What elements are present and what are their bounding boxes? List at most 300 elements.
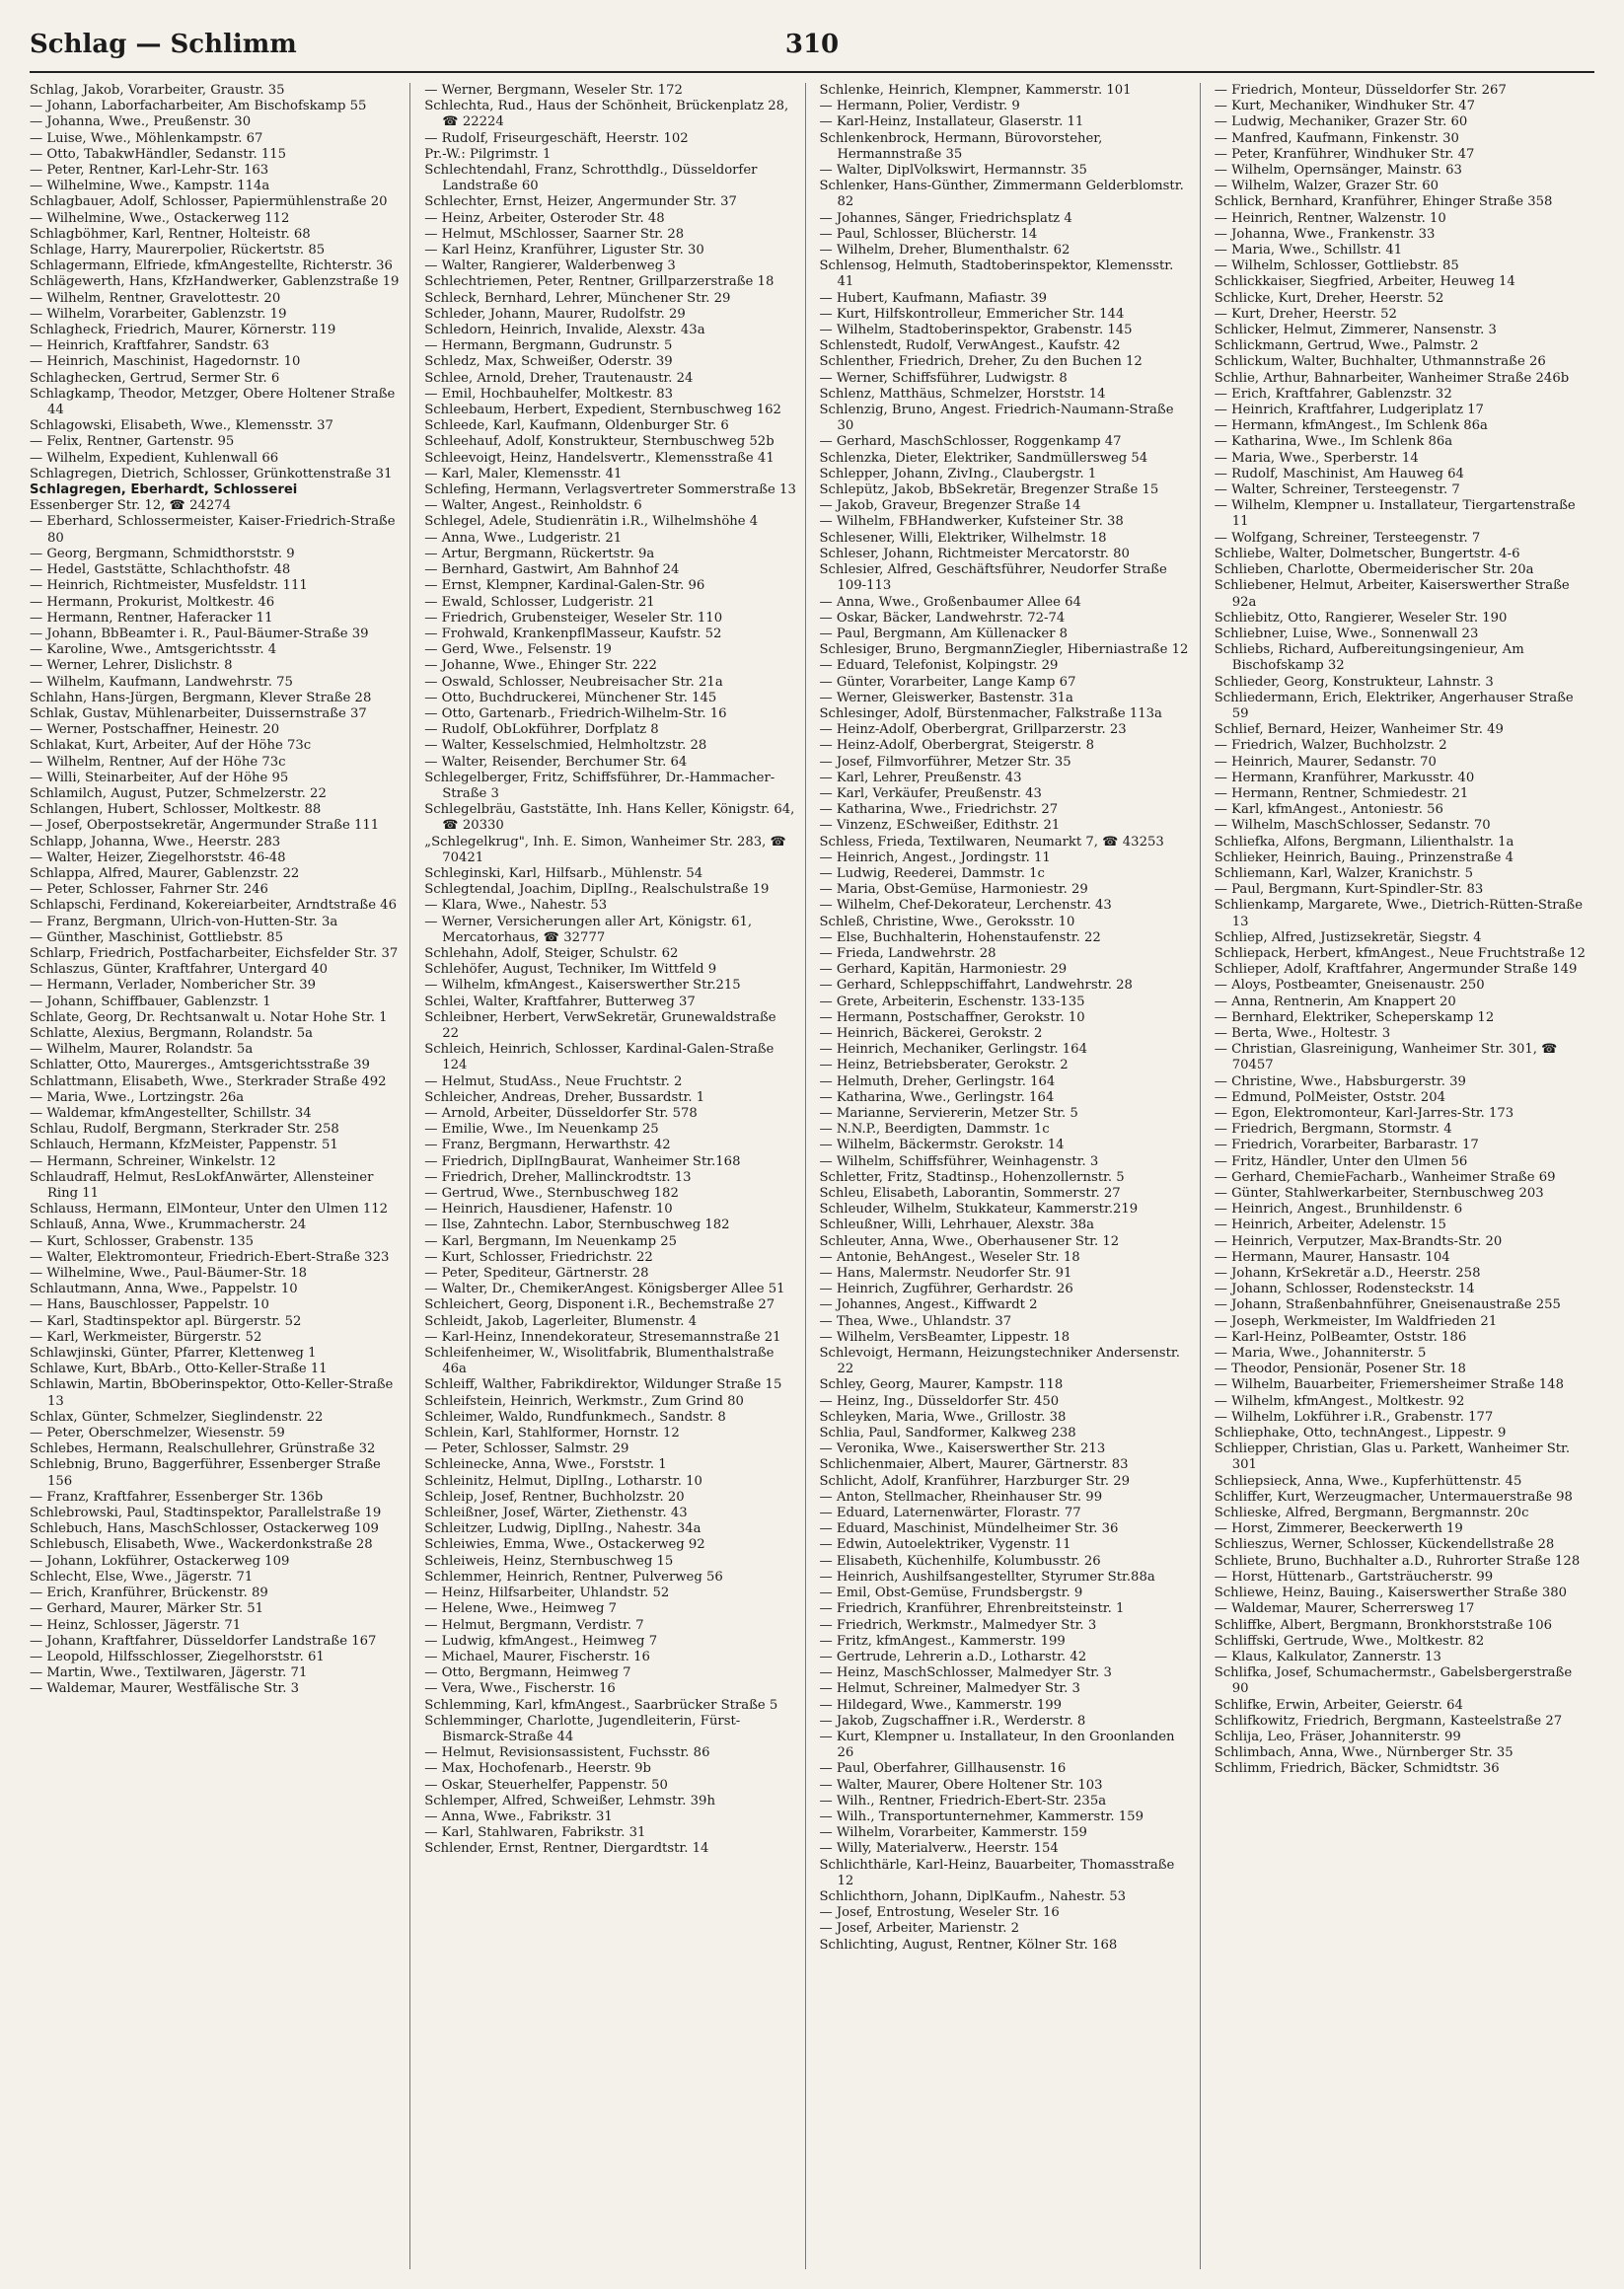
directory-entry: — Otto, Buchdruckerei, Münchener Str. 145 [424, 690, 717, 705]
directory-entry: — Franz, Bergmann, Ulrich-von-Hutten-Str. 3a [30, 914, 338, 929]
directory-entry: — Anna, Wwe., Großenbaumer Allee 64 [819, 594, 1081, 610]
directory-entry: Schlesinger, Adolf, Bürstenmacher, Falkstraße 113a [819, 705, 1162, 721]
directory-entry: — Gerd, Wwe., Felsenstr. 19 [424, 642, 612, 658]
directory-entry: Schlenke, Heinrich, Klempner, Kammerstr. 101 [819, 83, 1132, 98]
directory-entry: Schlieszus, Werner, Schlosser, Kückendellstraße 28 [1214, 1537, 1555, 1553]
directory-entry: Schless, Frieda, Textilwaren, Neumarkt 7, ☎ 43253 [819, 834, 1164, 849]
directory-entry: Schleu, Elisabeth, Laborantin, Sommerstr. 27 [819, 1186, 1121, 1202]
directory-entry: Schlenzka, Dieter, Elektriker, Sandmüllersweg 54 [819, 450, 1148, 466]
page-header [30, 28, 1594, 73]
directory-entry: — Paul, Oberfahrer, Gillhausenstr. 16 [819, 1761, 1067, 1777]
directory-entry: — Peter, Schlosser, Salmstr. 29 [424, 1441, 629, 1457]
directory-entry: — Maria, Obst-Gemüse, Harmoniestr. 29 [819, 882, 1088, 898]
directory-entry: Schlesier, Alfred, Geschäftsführer, Neudorfer Straße 109-113 [819, 562, 1167, 594]
directory-entry: Schlee, Arnold, Dreher, Trautenaustr. 24 [424, 370, 694, 386]
directory-entry: — Wilhelm, Vorarbeiter, Kammerstr. 159 [819, 1825, 1087, 1841]
directory-entry: — Hermann, Polier, Verdistr. 9 [819, 99, 1020, 114]
directory-entry: — Wilhelmine, Wwe., Ostackerweg 112 [30, 210, 290, 226]
directory-entry: — Joseph, Werkmeister, Im Waldfrieden 21 [1214, 1313, 1498, 1329]
directory-entry: Schleitzer, Ludwig, DiplIng., Nahestr. 34a [424, 1521, 701, 1537]
directory-entry: Schlaudraff, Helmut, ResLokfAnwärter, Allensteiner Ring 11 [30, 1169, 374, 1202]
directory-entry: — Heinz, Hilfsarbeiter, Uhlandstr. 52 [424, 1586, 670, 1601]
directory-entry: — Katharina, Wwe., Gerlingstr. 164 [819, 1089, 1055, 1105]
directory-entry: — Otto, Gartenarb., Friedrich-Wilhelm-Str. 16 [424, 705, 727, 721]
directory-entry: — Peter, Kranführer, Windhuker Str. 47 [1214, 146, 1475, 162]
directory-entry: — Helmut, Bergmann, Verdistr. 7 [424, 1617, 644, 1633]
directory-entry: — Wilhelm, Walzer, Grazer Str. 60 [1214, 179, 1439, 194]
directory-entry: Schlegel, Adele, Studienrätin i.R., Wilhelmshöhe 4 [424, 514, 759, 530]
directory-entry: Schlenkenbrock, Hermann, Bürovorsteher, Hermannstraße 35 [819, 130, 1103, 162]
directory-entry: — Rudolf, Maschinist, Am Hauweg 64 [1214, 466, 1464, 481]
directory-entry: — Walter, Elektromonteur, Friedrich-Ebert-Straße 323 [30, 1249, 390, 1265]
directory-entry: — Egon, Elektromonteur, Karl-Jarres-Str. 173 [1214, 1106, 1514, 1121]
directory-entry: Schlija, Leo, Fräser, Johanniterstr. 99 [1214, 1729, 1461, 1744]
directory-entry: — Gerhard, Schleppschiffahrt, Landwehrstr. 28 [819, 978, 1133, 994]
directory-entry: — Karl, Bergmann, Im Neuenkamp 25 [424, 1233, 678, 1249]
directory-entry: — Ewald, Schlosser, Ludgeristr. 21 [424, 594, 655, 610]
directory-entry: Schlickmann, Gertrud, Wwe., Palmstr. 2 [1214, 338, 1479, 354]
directory-entry: — Kurt, Hilfskontrolleur, Emmericher Str. 144 [819, 306, 1125, 322]
directory-entry: — Eberhard, Schlossermeister, Kaiser-Friedrich-Straße 80 [30, 514, 396, 546]
directory-entry: Schliewe, Heinz, Bauing., Kaiserswerther Straße 380 [1214, 1586, 1568, 1601]
directory-entry: Schliepack, Herbert, kfmAngest., Neue Fruchtstraße 12 [1214, 945, 1586, 961]
directory-entry: — Max, Hochofenarb., Heerstr. 9b [424, 1761, 651, 1777]
directory-entry: Schleißner, Josef, Wärter, Ziethenstr. 43 [424, 1506, 688, 1521]
directory-entry: — Antonie, BehAngest., Weseler Str. 18 [819, 1249, 1080, 1265]
directory-entry: — Friedrich, Kranführer, Ehrenbreitsteinstr. 1 [819, 1601, 1125, 1617]
directory-entry: — Hedel, Gaststätte, Schlachthofstr. 48 [30, 562, 291, 578]
directory-entry: Schlesiger, Bruno, BergmannZiegler, Hiberniastraße 12 [819, 642, 1189, 658]
directory-entry: — Karl, kfmAngest., Antoniestr. 56 [1214, 802, 1443, 818]
directory-entry: — Hermann, Schreiner, Winkelstr. 12 [30, 1153, 276, 1169]
directory-entry: — Hans, Bauschlosser, Pappelstr. 10 [30, 1297, 269, 1313]
directory-entry: Schledorn, Heinrich, Invalide, Alexstr. 43a [424, 323, 705, 338]
directory-entry: — Wilhelm, Chef-Dekorateur, Lerchenstr. 43 [819, 898, 1112, 914]
directory-entry: — Werner, Gleiswerker, Bastenstr. 31a [819, 690, 1073, 705]
directory-entry: — Paul, Schlosser, Blücherstr. 14 [819, 226, 1038, 242]
directory-entry: — Erich, Kranführer, Brückenstr. 89 [30, 1586, 268, 1601]
directory-entry: — Peter, Schlosser, Fahrner Str. 246 [30, 882, 268, 898]
directory-entry: — Wilhelm, Maurer, Rolandstr. 5a [30, 1042, 254, 1058]
directory-entry: Schlagregen, Eberhardt, Schlosserei [30, 482, 298, 498]
directory-entry: — Emil, Obst-Gemüse, Frundsbergstr. 9 [819, 1586, 1083, 1601]
directory-entry: Schlagermann, Elfriede, kfmAngestellte, Richterstr. 36 [30, 258, 393, 274]
directory-entry: Schlagböhmer, Karl, Rentner, Holteistr. 68 [30, 226, 311, 242]
directory-entry: Schliebener, Helmut, Arbeiter, Kaiserswerther Straße 92a [1214, 578, 1570, 610]
directory-entry: — Michael, Maurer, Fischerstr. 16 [424, 1649, 650, 1664]
directory-entry: Schlieper, Adolf, Kraftfahrer, Angermunder Straße 149 [1214, 962, 1578, 978]
directory-entry: — Walter, Kesselschmied, Helmholtzstr. 28 [424, 738, 707, 754]
directory-entry: Schliete, Bruno, Buchhalter a.D., Ruhrorter Straße 128 [1214, 1553, 1581, 1569]
directory-entry: — Oskar, Steuerhelfer, Pappenstr. 50 [424, 1777, 668, 1793]
directory-entry: — Walter, Maurer, Obere Holtener Str. 103 [819, 1777, 1103, 1793]
directory-entry: — Johann, Schiffbauer, Gablenzstr. 1 [30, 994, 271, 1009]
directory-entry: Schlate, Georg, Dr. Rechtsanwalt u. Notar Hohe Str. 1 [30, 1009, 388, 1025]
directory-entry: Schlagregen, Dietrich, Schlosser, Grünkottenstraße 31 [30, 466, 393, 481]
directory-entry: — Else, Buchhalterin, Hohenstaufenstr. 22 [819, 929, 1101, 945]
directory-entry: — Elisabeth, Küchenhilfe, Kolumbusstr. 26 [819, 1553, 1101, 1569]
directory-entry: — Eduard, Laternenwärter, Florastr. 77 [819, 1506, 1081, 1521]
directory-entry: Schlatte, Alexius, Bergmann, Rolandstr. 5a [30, 1025, 314, 1041]
directory-entry: Schleehauf, Adolf, Konstrukteur, Sternbuschweg 52b [424, 434, 775, 450]
directory-entry: — Günther, Maschinist, Gottliebstr. 85 [30, 929, 283, 945]
directory-entry: — Hermann, Rentner, Haferacker 11 [30, 610, 273, 626]
directory-entry: — Edwin, Autoelektriker, Vygenstr. 11 [819, 1537, 1071, 1553]
directory-entry: — Heinz-Adolf, Oberbergrat, Grillparzerstr. 23 [819, 722, 1127, 738]
directory-entry: — Eduard, Maschinist, Mündelheimer Str. 36 [819, 1521, 1119, 1537]
directory-entry: — Heinrich, Zugführer, Gerhardstr. 26 [819, 1282, 1073, 1297]
directory-entry: Schlenker, Hans-Günther, Zimmermann Gelderblomstr. 82 [819, 179, 1184, 210]
directory-entry: — Johann, Straßenbahnführer, Gneisenaustraße 255 [1214, 1297, 1561, 1313]
directory-entry: — Heinrich, Verputzer, Max-Brandts-Str. 20 [1214, 1233, 1503, 1249]
directory-entry: Schlatter, Otto, Maurerges., Amtsgerichtsstraße 39 [30, 1058, 370, 1073]
directory-entry: — Helmut, MSchlosser, Saarner Str. 28 [424, 226, 685, 242]
directory-entry: Schliefka, Alfons, Bergmann, Lilienthalstr. 1a [1214, 834, 1514, 849]
directory-entry: — Jakob, Zugschaffner i.R., Werderstr. 8 [819, 1713, 1086, 1729]
directory-entry: — Werner, Versicherungen aller Art, Königstr. 61, Mercatorhaus, ☎ 32777 [424, 914, 753, 945]
directory-entry: — Heinrich, Hausdiener, Hafenstr. 10 [424, 1202, 673, 1218]
directory-entry: — Frieda, Landwehrstr. 28 [819, 945, 997, 961]
directory-entry: — Marianne, Serviererin, Metzer Str. 5 [819, 1106, 1078, 1121]
directory-entry: — Hubert, Kaufmann, Mafiastr. 39 [819, 290, 1048, 306]
directory-entry: Schlevoigt, Hermann, Heizungstechniker Andersenstr. 22 [819, 1346, 1180, 1377]
directory-entry: Schlie, Arthur, Bahnarbeiter, Wanheimer Straße 246b [1214, 370, 1570, 386]
directory-entry: Schlautmann, Anna, Wwe., Pappelstr. 10 [30, 1282, 298, 1297]
directory-entry: — Karl, Werkmeister, Bürgerstr. 52 [30, 1329, 262, 1345]
column-1 [30, 83, 410, 2269]
directory-entry: Schlegtendal, Joachim, DiplIng., Realschulstraße 19 [424, 882, 770, 898]
directory-entry: — Karl-Heinz, Innendekorateur, Stresemannstraße 21 [424, 1329, 781, 1345]
directory-entry: — Karl, Verkäufer, Preußenstr. 43 [819, 785, 1042, 801]
directory-entry: Schliffke, Albert, Bergmann, Bronkhorststraße 106 [1214, 1617, 1553, 1633]
directory-entry: — Wilhelm, Expedient, Kuhlenwall 66 [30, 450, 279, 466]
directory-entry: Schlechtriemen, Peter, Rentner, Grillparzerstraße 18 [424, 274, 775, 290]
directory-entry: Schliebner, Luise, Wwe., Sonnenwall 23 [1214, 626, 1479, 641]
directory-entry: Schlage, Harry, Maurerpolier, Rückertstr. 85 [30, 243, 326, 258]
directory-entry: — N.N.P., Beerdigten, Dammstr. 1c [819, 1122, 1050, 1138]
directory-entry: Schlief, Bernard, Heizer, Wanheimer Str. 49 [1214, 722, 1504, 738]
directory-entry: Schlenstedt, Rudolf, VerwAngest., Kaufstr. 42 [819, 338, 1121, 354]
directory-entry: — Helmut, StudAss., Neue Fruchtstr. 2 [424, 1073, 683, 1089]
directory-entry: — Wilhelm, Rentner, Gravelottestr. 20 [30, 290, 281, 306]
directory-entry: — Johann, KrSekretär a.D., Heerstr. 258 [1214, 1266, 1481, 1282]
directory-entry: — Bernhard, Gastwirt, Am Bahnhof 24 [424, 562, 680, 578]
directory-entry: — Manfred, Kaufmann, Finkenstr. 30 [1214, 130, 1459, 146]
directory-entry: — Wilhelm, Schiffsführer, Weinhagenstr. 3 [819, 1153, 1099, 1169]
directory-entry: — Gerhard, MaschSchlosser, Roggenkamp 47 [819, 434, 1122, 450]
directory-entry: Schliebe, Walter, Dolmetscher, Bungertstr. 4-6 [1214, 546, 1520, 561]
directory-entry: — Heinrich, Mechaniker, Gerlingstr. 164 [819, 1042, 1087, 1058]
directory-entry: Schlax, Günter, Schmelzer, Sieglindenstr. 22 [30, 1409, 324, 1425]
directory-entry: — Gerhard, Kapitän, Harmoniestr. 29 [819, 962, 1068, 978]
directory-entry: — Luise, Wwe., Möhlenkampstr. 67 [30, 130, 263, 146]
directory-entry: Schlawe, Kurt, BbArb., Otto-Keller-Straße 11 [30, 1362, 328, 1377]
directory-entry: Schleuder, Wilhelm, Stukkateur, Kammerstr.219 [819, 1202, 1139, 1218]
directory-entry: Schlapp, Johanna, Wwe., Heerstr. 283 [30, 834, 281, 849]
directory-entry: Schlagkamp, Theodor, Metzger, Obere Holtener Straße 44 [30, 386, 396, 418]
directory-entry: Schliemann, Karl, Walzer, Kranichstr. 5 [1214, 865, 1474, 881]
directory-entry: Schlichthärle, Karl-Heinz, Bauarbeiter, Thomasstraße 12 [819, 1857, 1175, 1888]
directory-entry: Schlicke, Kurt, Dreher, Heerstr. 52 [1214, 290, 1444, 306]
directory-entry: Schlifke, Erwin, Arbeiter, Geierstr. 64 [1214, 1697, 1463, 1713]
directory-entry: — Johanna, Wwe., Preußenstr. 30 [30, 114, 252, 130]
directory-entry: — Wilhelmine, Wwe., Paul-Bäumer-Str. 18 [30, 1266, 308, 1282]
directory-entry: — Heinrich, Kraftfahrer, Sandstr. 63 [30, 338, 269, 354]
directory-entry: Schlangen, Hubert, Schlosser, Moltkestr. 88 [30, 802, 322, 818]
directory-entry: Schlebes, Hermann, Realschullehrer, Grünstraße 32 [30, 1441, 376, 1457]
directory-entry: — Werner, Postschaffner, Heinestr. 20 [30, 722, 280, 738]
directory-entry: — Helmut, Revisionsassistent, Fuchsstr. 86 [424, 1745, 710, 1761]
directory-entry: Schleiff, Walther, Fabrikdirektor, Wildunger Straße 15 [424, 1377, 782, 1393]
directory-entry: — Rudolf, ObLokführer, Dorfplatz 8 [424, 722, 659, 738]
directory-entry: Schliebs, Richard, Aufbereitungsingenieur, Am Bischofskamp 32 [1214, 642, 1524, 674]
directory-entry: Schlemminger, Charlotte, Jugendleiterin, Fürst-Bismarck-Straße 44 [424, 1713, 741, 1744]
directory-entry: Schlefing, Hermann, Verlagsvertreter Sommerstraße 13 [424, 482, 796, 498]
directory-entry: — Katharina, Wwe., Im Schlenk 86a [1214, 434, 1453, 450]
directory-entry: — Wilhelm, Stadtoberinspektor, Grabenstr. 145 [819, 323, 1133, 338]
directory-entry: Schlechtendahl, Franz, Schrotthdlg., Düsseldorfer Landstraße 60 [424, 163, 758, 194]
directory-entry: — Hermann, kfmAngest., Im Schlenk 86a [1214, 418, 1488, 434]
directory-entry: — Walter, Heizer, Ziegelhorststr. 46-48 [30, 849, 286, 865]
directory-entry: Schlenz, Matthäus, Schmelzer, Horststr. 14 [819, 386, 1106, 402]
directory-entry: — Anna, Wwe., Fabrikstr. 31 [424, 1809, 613, 1824]
directory-entry: — Karl, Stahlwaren, Fabrikstr. 31 [424, 1825, 646, 1841]
directory-entry: — Wilhelm, Opernsänger, Mainstr. 63 [1214, 163, 1462, 179]
directory-entry: Schlieske, Alfred, Bergmann, Bergmannstr. 20c [1214, 1506, 1529, 1521]
directory-entry: — Waldemar, Maurer, Scherrersweg 17 [1214, 1601, 1475, 1617]
directory-entry: — Wilhelm, Rentner, Auf der Höhe 73c [30, 754, 286, 770]
directory-entry: Schleifenheimer, W., Wisolitfabrik, Blumenthalstraße 46a [424, 1346, 775, 1377]
directory-entry: Schlecht, Else, Wwe., Jägerstr. 71 [30, 1569, 254, 1585]
directory-entry: Schleinitz, Helmut, DiplIng., Lotharstr. 10 [424, 1473, 702, 1489]
directory-entry: — Johann, Laborfacharbeiter, Am Bischofskamp 55 [30, 99, 367, 114]
directory-entry: Schlenther, Friedrich, Dreher, Zu den Buchen 12 [819, 354, 1143, 370]
directory-entry: — Oswald, Schlosser, Neubreisacher Str. 21a [424, 674, 723, 690]
directory-entry: — Christine, Wwe., Habsburgerstr. 39 [1214, 1073, 1466, 1089]
directory-entry: — Thea, Wwe., Uhlandstr. 37 [819, 1313, 1012, 1329]
directory-entry: — Anna, Wwe., Ludgeristr. 21 [424, 530, 623, 546]
directory-entry: Schlauch, Hermann, KfzMeister, Pappenstr. 51 [30, 1138, 338, 1153]
directory-entry: — Friedrich, Vorarbeiter, Barbarastr. 17 [1214, 1138, 1479, 1153]
directory-entry: — Wilhelm, FBHandwerker, Kufsteiner Str. 38 [819, 514, 1124, 530]
directory-entry: — Wilhelm, Dreher, Blumenthalstr. 62 [819, 243, 1070, 258]
directory-entry: — Peter, Spediteur, Gärtnerstr. 28 [424, 1266, 649, 1282]
directory-entry: — Maria, Wwe., Schillstr. 41 [1214, 243, 1403, 258]
directory-entry: — Horst, Zimmerer, Beeckerwerth 19 [1214, 1521, 1463, 1537]
directory-entry: — Wilh., Transportunternehmer, Kammerstr. 159 [819, 1809, 1144, 1824]
directory-entry: Schlepper, Johann, ZivIng., Claubergstr. 1 [819, 466, 1097, 481]
directory-entry: — Katharina, Wwe., Friedrichstr. 27 [819, 802, 1059, 818]
directory-entry: Schlemming, Karl, kfmAngest., Saarbrücker Straße 5 [424, 1697, 778, 1713]
directory-entry: — Heinrich, Maurer, Sedanstr. 70 [1214, 754, 1437, 770]
directory-entry: Schlauss, Hermann, ElMonteur, Unter den Ulmen 112 [30, 1202, 389, 1218]
directory-entry: — Hans, Malermstr. Neudorfer Str. 91 [819, 1266, 1072, 1282]
directory-entry: Schlebuch, Hans, MaschSchlosser, Ostackerweg 109 [30, 1521, 379, 1537]
directory-entry: — Walter, Reisender, Berchumer Str. 64 [424, 754, 688, 770]
directory-entry: Schlieker, Heinrich, Bauing., Prinzenstraße 4 [1214, 849, 1514, 865]
directory-entry: — Wilhelm, Bauarbeiter, Friemersheimer Straße 148 [1214, 1377, 1564, 1393]
directory-entry: Schlaszus, Günter, Kraftfahrer, Untergard 40 [30, 962, 329, 978]
directory-entry: Schleuter, Anna, Wwe., Oberhausener Str. 12 [819, 1233, 1120, 1249]
directory-entry: Schlichting, August, Rentner, Kölner Str. 168 [819, 1937, 1118, 1953]
directory-entry: Schlattmann, Elisabeth, Wwe., Sterkrader Straße 492 [30, 1073, 387, 1089]
directory-entry: — Wolfgang, Schreiner, Tersteegenstr. 7 [1214, 530, 1481, 546]
directory-entry: Schlepütz, Jakob, BbSekretär, Bregenzer Straße 15 [819, 482, 1159, 498]
directory-entry: — Heinz, Schlosser, Jägerstr. 71 [30, 1617, 242, 1633]
directory-entry: Schlender, Ernst, Rentner, Diergardtstr. 14 [424, 1841, 709, 1857]
directory-entry: — Jakob, Graveur, Bregenzer Straße 14 [819, 498, 1081, 514]
directory-entry: — Werner, Schiffsführer, Ludwigstr. 8 [819, 370, 1068, 386]
directory-entry: — Hermann, Rentner, Schmiedestr. 21 [1214, 785, 1469, 801]
directory-entry: Schlifka, Josef, Schumachermstr., Gabelsbergerstraße 90 [1214, 1665, 1573, 1697]
directory-entry: Schletter, Fritz, Stadtinsp., Hohenzollernstr. 5 [819, 1169, 1125, 1185]
directory-entry: Schlickkaiser, Siegfried, Arbeiter, Heuweg 14 [1214, 274, 1515, 290]
directory-entry: — Heinz, MaschSchlosser, Malmedyer Str. 3 [819, 1665, 1112, 1681]
directory-entry: — Theodor, Pensionär, Posener Str. 18 [1214, 1362, 1466, 1377]
directory-entry: „Schlegelkrug", Inh. E. Simon, Wanheimer Str. 283, ☎ 70421 [424, 834, 786, 865]
directory-entry: Schlebusch, Elisabeth, Wwe., Wackerdonkstraße 28 [30, 1537, 373, 1553]
directory-entry: Schleede, Karl, Kaufmann, Oldenburger Str. 6 [424, 418, 729, 434]
directory-entry: — Heinrich, Angest., Brunhildenstr. 6 [1214, 1202, 1463, 1218]
directory-entry: Schlechter, Ernst, Heizer, Angermunder Str. 37 [424, 194, 737, 210]
directory-entry: Schlaghecken, Gertrud, Sermer Str. 6 [30, 370, 280, 386]
directory-entry: — Johanne, Wwe., Ehinger Str. 222 [424, 658, 657, 674]
directory-entry: Schlawjinski, Günter, Pfarrer, Klettenweg 1 [30, 1346, 317, 1362]
directory-entry: — Walter, Schreiner, Tersteegenstr. 7 [1214, 482, 1460, 498]
directory-entry: — Emilie, Wwe., Im Neuenkamp 25 [424, 1122, 659, 1138]
directory-entry: — Wilhelm, VersBeamter, Lippestr. 18 [819, 1329, 1070, 1345]
directory-entry: Schlesener, Willi, Elektriker, Wilhelmstr. 18 [819, 530, 1107, 546]
directory-entry: — Wilhelmine, Wwe., Kampstr. 114a [30, 179, 270, 194]
directory-entry: — Johann, Schlosser, Rodensteckstr. 14 [1214, 1282, 1475, 1297]
directory-entry: Schlarp, Friedrich, Postfacharbeiter, Eichsfelder Str. 37 [30, 945, 399, 961]
directory-entry: Schlemmer, Heinrich, Rentner, Pulverweg 56 [424, 1569, 723, 1585]
directory-entry: — Hildegard, Wwe., Kammerstr. 199 [819, 1697, 1063, 1713]
directory-entry: — Heinrich, Angest., Jordingstr. 11 [819, 849, 1051, 865]
directory-entry: — Johann, Kraftfahrer, Düsseldorfer Landstraße 167 [30, 1633, 377, 1649]
directory-entry: — Karl-Heinz, PolBeamter, Oststr. 186 [1214, 1329, 1467, 1345]
directory-entry: — Martin, Wwe., Textilwaren, Jägerstr. 71 [30, 1665, 308, 1681]
directory-entry: — Felix, Rentner, Gartenstr. 95 [30, 434, 235, 450]
directory-entry: — Peter, Oberschmelzer, Wiesenstr. 59 [30, 1426, 285, 1441]
directory-entry: Schlichthorn, Johann, DiplKaufm., Nahestr. 53 [819, 1888, 1126, 1904]
directory-entry: — Wilhelm, MaschSchlosser, Sedanstr. 70 [1214, 818, 1491, 834]
directory-entry: — Johann, BbBeamter i. R., Paul-Bäumer-Straße 39 [30, 626, 369, 641]
directory-entry: Schleibner, Herbert, VerwSekretär, Grunewaldstraße 22 [424, 1009, 776, 1041]
directory-entry: — Anton, Stellmacher, Rheinhauser Str. 99 [819, 1489, 1103, 1505]
directory-entry: Schlienkamp, Margarete, Wwe., Dietrich-Rütten-Straße 13 [1214, 898, 1584, 929]
directory-entry: — Kurt, Schlosser, Friedrichstr. 22 [424, 1249, 653, 1265]
directory-entry: — Helene, Wwe., Heimweg 7 [424, 1601, 618, 1617]
directory-entry: — Ludwig, kfmAngest., Heimweg 7 [424, 1633, 658, 1649]
directory-entry: — Ludwig, Reederei, Dammstr. 1c [819, 865, 1045, 881]
directory-entry: — Kurt, Klempner u. Installateur, In den Groonlanden 26 [819, 1729, 1175, 1761]
directory-entry: Schlemper, Alfred, Schweißer, Lehmstr. 39h [424, 1793, 715, 1809]
directory-entry: — Wilhelm, kfmAngest., Moltkestr. 92 [1214, 1393, 1465, 1409]
directory-entry: Schlapschi, Ferdinand, Kokereiarbeiter, Arndtstraße 46 [30, 898, 397, 914]
directory-entry: Schlifkowitz, Friedrich, Bergmann, Kasteelstraße 27 [1214, 1713, 1563, 1729]
directory-entry: Schleß, Christine, Wwe., Geroksstr. 10 [819, 914, 1075, 929]
directory-entry: — Karl, Lehrer, Preußenstr. 43 [819, 770, 1022, 785]
directory-entry: Schlieben, Charlotte, Obermeiderischer Str. 20a [1214, 562, 1534, 578]
page-number: 310 [784, 30, 840, 59]
directory-entry: Schlickum, Walter, Buchhalter, Uthmannstraße 26 [1214, 354, 1546, 370]
directory-entry: — Wilhelm, Bäckermstr. Gerokstr. 14 [819, 1138, 1065, 1153]
directory-entry: — Walter, Angest., Reinholdstr. 6 [424, 498, 642, 514]
directory-entry: Schleser, Johann, Richtmeister Mercatorstr. 80 [819, 546, 1130, 561]
directory-entry: — Edmund, PolMeister, Oststr. 204 [1214, 1089, 1445, 1105]
directory-entry: Schliffer, Kurt, Werzeugmacher, Untermauerstraße 98 [1214, 1489, 1573, 1505]
directory-entry: — Grete, Arbeiterin, Eschenstr. 133-135 [819, 994, 1085, 1009]
directory-entry: Schlag, Jakob, Vorarbeiter, Graustr. 35 [30, 83, 285, 98]
directory-entry: — Peter, Rentner, Karl-Lehr-Str. 163 [30, 163, 269, 179]
column-2 [424, 83, 805, 2269]
directory-entry: — Bernhard, Elektriker, Scheperskamp 12 [1214, 1009, 1495, 1025]
directory-entry: — Hermann, Bergmann, Gudrunstr. 5 [424, 338, 673, 354]
directory-entry: — Berta, Wwe., Holtestr. 3 [1214, 1025, 1391, 1041]
directory-entry: — Heinrich, Bäckerei, Gerokstr. 2 [819, 1025, 1043, 1041]
directory-entry: — Franz, Kraftfahrer, Essenberger Str. 136b [30, 1489, 324, 1505]
directory-entry: — Gerhard, Maurer, Märker Str. 51 [30, 1601, 264, 1617]
directory-entry: Schleich, Heinrich, Schlosser, Kardinal-Galen-Straße 124 [424, 1042, 775, 1073]
directory-entry: — Erich, Kraftfahrer, Gablenzstr. 32 [1214, 386, 1452, 402]
directory-entry: — Josef, Oberpostsekretär, Angermunder Straße 111 [30, 818, 380, 834]
directory-entry: — Hermann, Prokurist, Moltkestr. 46 [30, 594, 275, 610]
directory-columns [30, 83, 1594, 2269]
directory-entry: Schlegelberger, Fritz, Schiffsführer, Dr.-Hammacher-Straße 3 [424, 770, 775, 801]
directory-entry: Schlicker, Helmut, Zimmerer, Nansenstr. 3 [1214, 323, 1497, 338]
directory-entry: Schleiwies, Emma, Wwe., Ostackerweg 92 [424, 1537, 705, 1553]
directory-entry: — Otto, TabakwHändler, Sedanstr. 115 [30, 146, 286, 162]
directory-entry: Schliepper, Christian, Glas u. Parkett, Wanheimer Str. 301 [1214, 1441, 1571, 1473]
directory-entry: — Wilhelm, Vorarbeiter, Gablenzstr. 19 [30, 306, 287, 322]
directory-entry: — Vera, Wwe., Fischerstr. 16 [424, 1681, 616, 1697]
directory-entry: — Anna, Rentnerin, Am Knappert 20 [1214, 994, 1456, 1009]
directory-entry: Schleifstein, Heinrich, Werkmstr., Zum Grind 80 [424, 1393, 744, 1409]
directory-entry: Schliepsieck, Anna, Wwe., Kupferhüttenstr. 45 [1214, 1473, 1522, 1489]
directory-entry: — Emil, Hochbauhelfer, Moltkestr. 83 [424, 386, 673, 402]
directory-entry: — Günter, Stahlwerkarbeiter, Sternbuschweg 203 [1214, 1186, 1544, 1202]
directory-entry: Schleinecke, Anna, Wwe., Forststr. 1 [424, 1457, 667, 1473]
directory-entry: — Heinrich, Aushilfsangestellter, Styrumer Str.88a [819, 1569, 1155, 1585]
directory-entry: — Walter, Dr., ChemikerAngest. Königsberger Allee 51 [424, 1282, 785, 1297]
directory-entry: — Heinz, Ing., Düsseldorfer Str. 450 [819, 1393, 1060, 1409]
directory-entry: Schlechta, Rud., Haus der Schönheit, Brückenplatz 28, ☎ 22224 [424, 99, 789, 130]
directory-entry: — Heinrich, Kraftfahrer, Ludgeriplatz 17 [1214, 403, 1484, 418]
directory-entry: — Waldemar, Maurer, Westfälische Str. 3 [30, 1681, 300, 1697]
directory-entry: Schlägewerth, Hans, KfzHandwerker, Gablenzstraße 19 [30, 274, 400, 290]
directory-entry: Schlagheck, Friedrich, Maurer, Körnerstr. 119 [30, 323, 336, 338]
directory-entry: — Heinrich, Rentner, Walzenstr. 10 [1214, 210, 1446, 226]
directory-entry: Schlehöfer, August, Techniker, Im Wittfeld 9 [424, 962, 717, 978]
directory-entry: — Heinz, Arbeiter, Osteroder Str. 48 [424, 210, 665, 226]
directory-entry: — Maria, Wwe., Lortzingstr. 26a [30, 1089, 245, 1105]
directory-entry: — Wilh., Rentner, Friedrich-Ebert-Str. 235a [819, 1793, 1107, 1809]
directory-entry: Schlicht, Adolf, Kranführer, Harzburger Str. 29 [819, 1473, 1131, 1489]
directory-entry: — Frohwald, KrankenpflMasseur, Kaufstr. 52 [424, 626, 722, 641]
directory-entry: Schlick, Bernhard, Kranführer, Ehinger Straße 358 [1214, 194, 1553, 210]
directory-entry: Essenberger Str. 12, ☎ 24274 [30, 498, 232, 514]
directory-entry: Schlahn, Hans-Jürgen, Bergmann, Klever Straße 28 [30, 690, 372, 705]
directory-entry: — Johannes, Angest., Kiffwardt 2 [819, 1297, 1038, 1313]
directory-entry: Schlawin, Martin, BbOberinspektor, Otto-Keller-Straße 13 [30, 1377, 394, 1409]
directory-entry: — Artur, Bergmann, Rückertstr. 9a [424, 546, 655, 561]
directory-entry: — Gertrud, Wwe., Sternbuschweg 182 [424, 1186, 679, 1202]
directory-entry: — Georg, Bergmann, Schmidthorststr. 9 [30, 546, 295, 561]
directory-entry: — Hermann, Verlader, Nombericher Str. 39 [30, 978, 316, 994]
directory-entry: Schleder, Johann, Maurer, Rudolfstr. 29 [424, 306, 686, 322]
directory-entry: — Gerhard, ChemieFacharb., Wanheimer Straße 69 [1214, 1169, 1556, 1185]
